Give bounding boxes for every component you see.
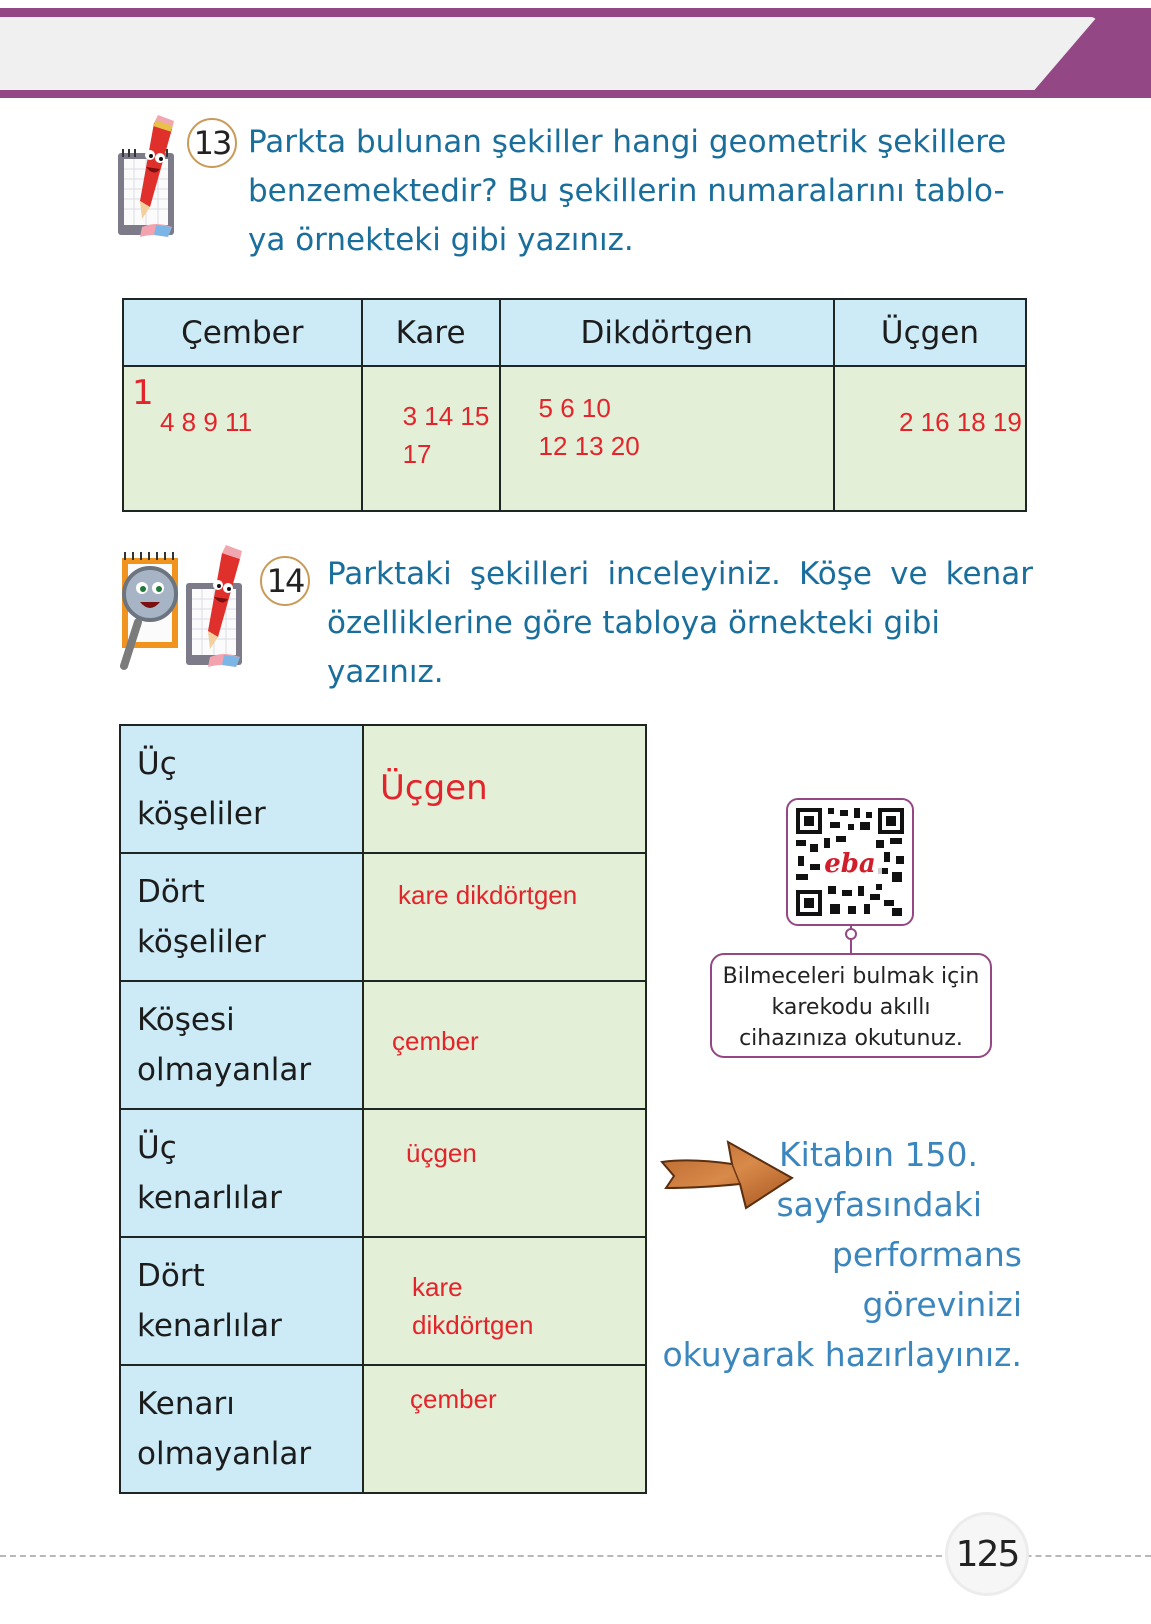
- header-panel: [0, 17, 1097, 90]
- performance-line: Kitabın 150.: [779, 1135, 978, 1174]
- table-row: [120, 853, 646, 981]
- prompt-line: Parkta bulunan şekiller hangi geometrik şekillere: [248, 124, 1007, 160]
- answer-cell[interactable]: [363, 1109, 646, 1237]
- performance-task-note: [662, 1130, 1022, 1380]
- table-row: [120, 1365, 646, 1493]
- magnifier-notepad-icon: [116, 548, 188, 672]
- table-row: [120, 981, 646, 1109]
- properties-table: [119, 724, 647, 1494]
- answer-text: kare dikdörtgen: [398, 880, 578, 910]
- qr-instruction-box: [710, 953, 992, 1058]
- table-header-row: [123, 299, 1026, 366]
- answer-text: kare: [412, 1272, 463, 1302]
- svg-text:eba: eba: [824, 849, 876, 879]
- answer-text: 3 14 15 17: [402, 401, 490, 469]
- answer-text: Üçgen: [380, 768, 488, 808]
- row-label: Köşesi olmayanlar: [120, 981, 363, 1109]
- pencil-notepad-icon: [184, 545, 254, 673]
- answer-cell[interactable]: [363, 981, 646, 1109]
- shapes-table: [122, 298, 1027, 512]
- answer-text: üçgen: [406, 1138, 477, 1168]
- question-14-prompt: [327, 550, 1033, 697]
- row-label: Dört kenarlılar: [120, 1237, 363, 1365]
- prompt-line: Parktaki şekilleri inceleyiniz. Köşe ve kenar: [327, 556, 1033, 592]
- table-row: [120, 1109, 646, 1237]
- table-row: [120, 1237, 646, 1365]
- answer-text: çember: [392, 1026, 479, 1056]
- answer-text: dikdörtgen: [412, 1310, 534, 1340]
- answer-text: çember: [410, 1384, 497, 1414]
- page-number: 125: [955, 1533, 1019, 1575]
- row-label: Kenarı olmayanlar: [120, 1365, 363, 1493]
- prompt-line: benzemektedir? Bu şekillerin numaralarını tablo-: [248, 173, 1005, 209]
- qr-note-line: Bilmeceleri bulmak için: [722, 964, 980, 989]
- qr-code[interactable]: [786, 798, 914, 926]
- question-13-prompt: [248, 118, 1007, 265]
- prompt-line: ya örnekteki gibi yazınız.: [248, 222, 634, 258]
- answer-cell-kare[interactable]: [362, 366, 500, 511]
- pencil-notepad-icon: [116, 115, 186, 243]
- question-number: 13: [193, 124, 231, 162]
- row-label: Üç kenarlılar: [120, 1109, 363, 1237]
- performance-line: okuyarak hazırlayınız.: [662, 1335, 1022, 1374]
- qr-note-line: karekodu akıllı: [771, 995, 931, 1020]
- answer-cell-ucgen[interactable]: [834, 366, 1026, 511]
- row-label: Dört köşeliler: [120, 853, 363, 981]
- header-kare: Kare: [362, 299, 500, 366]
- performance-line: sayfasındaki: [776, 1185, 982, 1224]
- question-number-badge: [260, 556, 310, 606]
- prompt-line: özelliklerine göre tabloya örnekteki gibi: [327, 605, 941, 641]
- answer-text: 5 6 10: [538, 393, 611, 423]
- table-answer-row: [123, 366, 1026, 511]
- answer-cell[interactable]: [363, 725, 646, 853]
- answer-cell[interactable]: [363, 853, 646, 981]
- row-label: Üç köşeliler: [120, 725, 363, 853]
- answer-cell[interactable]: [363, 1365, 646, 1493]
- performance-line: performans görevinizi: [831, 1235, 1022, 1324]
- page-number-badge: [945, 1512, 1029, 1596]
- answer-text: 2 16 18 19: [898, 407, 1022, 437]
- header-dikdortgen: Dikdörtgen: [500, 299, 834, 366]
- answer-cell[interactable]: [363, 1237, 646, 1365]
- question-number-badge: [187, 118, 237, 168]
- answer-cell-cember[interactable]: [123, 366, 362, 511]
- table-row: [120, 725, 646, 853]
- answer-text: 4 8 9 11: [160, 407, 253, 437]
- answer-text: 12 13 20: [538, 431, 640, 461]
- example-number: 1: [132, 373, 154, 413]
- qr-code-icon: [788, 800, 912, 924]
- prompt-line: yazınız.: [327, 654, 444, 690]
- connector-dot: [845, 928, 857, 940]
- header-ucgen: Üçgen: [834, 299, 1026, 366]
- question-number: 14: [266, 562, 304, 600]
- qr-note-line: cihazınıza okutunuz.: [739, 1026, 963, 1051]
- header-cember: Çember: [123, 299, 362, 366]
- answer-cell-dikdortgen[interactable]: [500, 366, 834, 511]
